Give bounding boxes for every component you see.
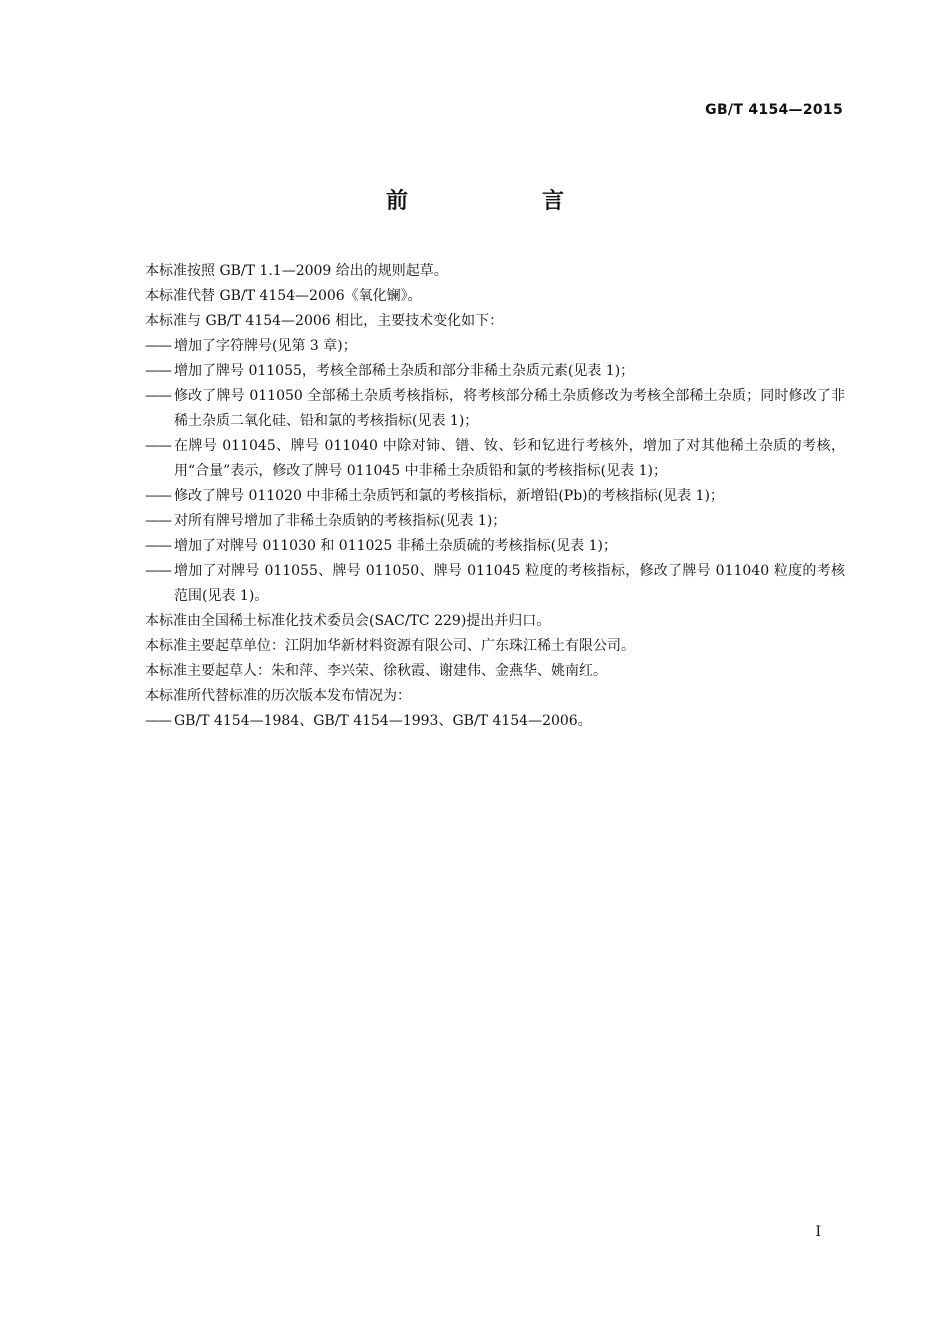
list-item-text: 修改了牌号 011020 中非稀土杂质钙和氯的考核指标，新增铅(Pb)的考核指标(见表 1)； xyxy=(174,488,724,504)
list-item-text: 增加了对牌号 011055、牌号 011050、牌号 011045 粒度的考核指标，修改了牌号 011040 粒度的考核范围(见表 1)。 xyxy=(174,563,845,604)
list-item-text: 增加了字符牌号(见第 3 章)； xyxy=(174,338,357,354)
list-item-text: 增加了牌号 011055，考核全部稀土杂质和部分非稀土杂质元素(见表 1)； xyxy=(174,363,635,379)
list-item xyxy=(145,534,845,559)
list-item-text: 对所有牌号增加了非稀土杂质钠的考核指标(见表 1)； xyxy=(174,513,507,529)
list-item xyxy=(145,484,845,509)
dash-marker: —— xyxy=(145,438,171,454)
dash-marker: —— xyxy=(145,713,171,729)
list-item xyxy=(145,334,845,359)
dash-marker: —— xyxy=(145,563,171,579)
dash-marker: —— xyxy=(145,388,171,404)
standard-code: GB/T 4154—2015 xyxy=(705,102,843,118)
list-item-text: 增加了对牌号 011030 和 011025 非稀土杂质硫的考核指标(见表 1)； xyxy=(174,538,617,554)
list-item xyxy=(145,559,845,609)
paragraph-drafting-rules: 本标准按照 GB/T 1.1—2009 给出的规则起草。 xyxy=(145,263,448,279)
list-item xyxy=(145,709,845,734)
dash-marker: —— xyxy=(145,338,171,354)
paragraph-replaces: 本标准代替 GB/T 4154—2006《氧化镧》。 xyxy=(145,288,422,304)
list-item xyxy=(145,509,845,534)
dash-marker: —— xyxy=(145,513,171,529)
document-body xyxy=(145,259,845,734)
dash-marker: —— xyxy=(145,488,171,504)
list-item xyxy=(145,359,845,384)
paragraph-proposed-by: 本标准由全国稀土标准化技术委员会(SAC/TC 229)提出并归口。 xyxy=(145,613,551,629)
paragraph-changes-intro: 本标准与 GB/T 4154—2006 相比，主要技术变化如下： xyxy=(145,313,504,329)
list-item-text: 在牌号 011045、牌号 011040 中除对铈、镨、钕、钐和钇进行考核外，增加了对其他稀土杂质的考核，用“合量”表示，修改了牌号 011045 中非稀土杂质铅和氯的考核指标(见表 1)； xyxy=(174,438,845,479)
list-item-text: 修改了牌号 011050 全部稀土杂质考核指标，将考核部分稀土杂质修改为考核全部稀土杂质；同时修改了非稀土杂质二氧化硅、铅和氯的考核指标(见表 1)； xyxy=(174,388,845,429)
dash-marker: —— xyxy=(145,363,171,379)
list-item xyxy=(145,434,845,484)
list-item-text: GB/T 4154—1984、GB/T 4154—1993、GB/T 4154—2006。 xyxy=(174,713,592,729)
paragraph-drafters: 本标准主要起草人：朱和萍、李兴荣、徐秋霞、谢建伟、金燕华、姚南红。 xyxy=(145,663,607,679)
paragraph-history-intro: 本标准所代替标准的历次版本发布情况为： xyxy=(145,688,411,704)
page-title: 前 言 xyxy=(385,189,620,214)
page-number: I xyxy=(815,1224,821,1240)
list-item xyxy=(145,384,845,434)
dash-marker: —— xyxy=(145,538,171,554)
paragraph-drafting-units: 本标准主要起草单位：江阴加华新材料资源有限公司、广东珠江稀土有限公司。 xyxy=(145,638,635,654)
